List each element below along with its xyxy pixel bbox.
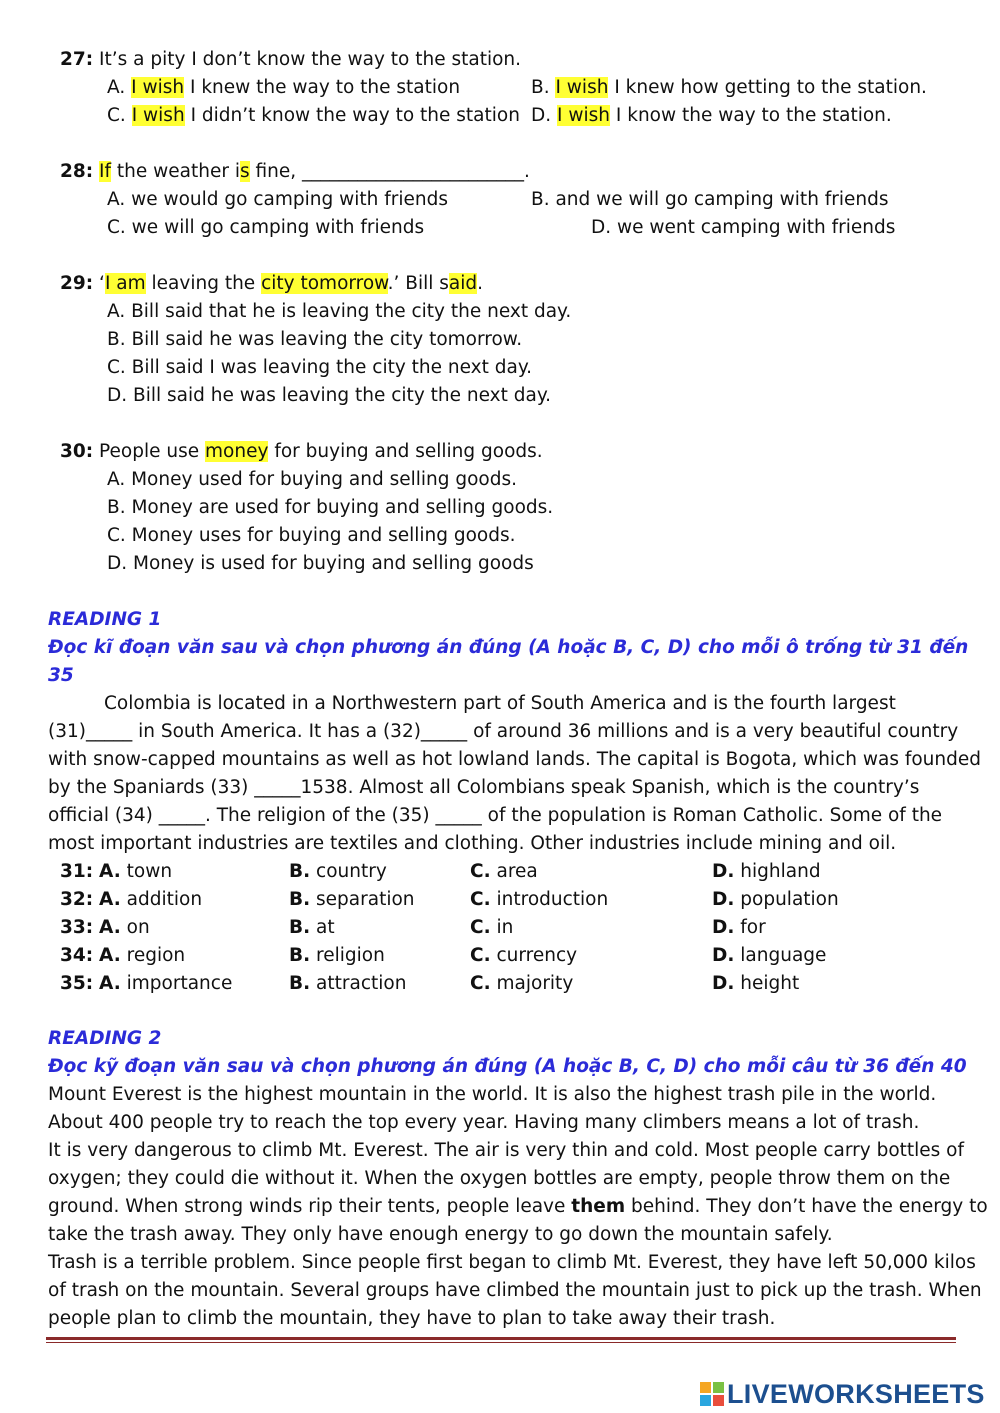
reading1-option-b: B. at <box>289 917 335 938</box>
reading1-option-d: D. language <box>712 945 827 966</box>
reading2-title: READING 2 <box>48 1028 162 1049</box>
reading1-option-b: B. country <box>289 861 387 882</box>
q30-option-a: A. Money used for buying and selling goods. <box>107 469 518 490</box>
reading1-instruction: Đọc kĩ đoạn văn sau và chọn phương án đúng (A hoặc B, C, D) cho mỗi ô trống từ 31 đến <box>48 637 969 658</box>
reading1-option-c: C. majority <box>470 973 574 994</box>
liveworksheets-logo[interactable] <box>700 1378 985 1410</box>
reading1-option-row: 33: A. on <box>60 917 150 938</box>
q28-option-a: A. we would go camping with friends <box>107 189 449 210</box>
q30-stem: 30: People use money for buying and selling goods. <box>60 441 543 462</box>
option-a-text: region <box>126 945 186 966</box>
reading1-option-c: C. in <box>470 917 514 938</box>
reading1-passage-line: official (34) _____. The religion of the (35) _____ of the population is Roman Catholic. Some of the <box>48 805 943 826</box>
q27-option-d: D. I wish I know the way to the station. <box>531 105 892 126</box>
reading1-option-b: B. religion <box>289 945 385 966</box>
reading1-passage-line: with snow-capped mountains as well as hot lowland lands. The capital is Bogota, which was founded <box>48 749 981 770</box>
q28-option-b: B. and we will go camping with friends <box>531 189 889 210</box>
option-a-text: addition <box>126 889 203 910</box>
q30-option-b: B. Money are used for buying and selling goods. <box>107 497 554 518</box>
reading1-option-c: C. introduction <box>470 889 609 910</box>
q30-option-d: D. Money is used for buying and selling goods <box>107 553 534 574</box>
option-a-text: town <box>126 861 173 882</box>
reading1-option-b: B. separation <box>289 889 415 910</box>
reading1-option-b: B. attraction <box>289 973 407 994</box>
reading2-passage-line: ground. When strong winds rip their tents, people leave them behind. They don’t have the energy to <box>48 1196 988 1217</box>
reading2-passage-line: oxygen; they could die without it. When the oxygen bottles are empty, people throw them on the <box>48 1168 951 1189</box>
reading1-title: READING 1 <box>48 609 162 630</box>
reading2-passage-line: Trash is a terrible problem. Since people first began to climb Mt. Everest, they have left 50,000 kilos <box>48 1252 976 1273</box>
reading1-option-row: 35: A. importance <box>60 973 233 994</box>
q27-option-b: B. I wish I knew how getting to the station. <box>531 77 927 98</box>
bold-word-them: them <box>571 1196 626 1217</box>
q29-stem: 29: ‘I am leaving the city tomorrow.’ Bill said. <box>60 273 484 294</box>
reading1-option-d: D. highland <box>712 861 821 882</box>
reading2-passage-line: people plan to climb the mountain, they have to plan to take away their trash. <box>48 1308 776 1329</box>
q28-option-c: C. we will go camping with friends <box>107 217 425 238</box>
footer-rule-thin <box>46 1342 956 1343</box>
q28-stem: 28: If the weather is fine, ________________________. <box>60 161 530 182</box>
reading1-passage-line: by the Spaniards (33) _____1538. Almost all Colombians speak Spanish, which is the country’s <box>48 777 920 798</box>
reading1-option-c: C. area <box>470 861 538 882</box>
reading2-instruction: Đọc kỹ đoạn văn sau và chọn phương án đúng (A hoặc B, C, D) cho mỗi câu từ 36 đến 40 <box>48 1056 967 1077</box>
logo-text: LIVEWORKSHEETS <box>727 1378 985 1409</box>
q29-option-a: A. Bill said that he is leaving the city the next day. <box>107 301 572 322</box>
logo-mark-icon <box>700 1382 724 1406</box>
q27-option-c: C. I wish I didn’t know the way to the station <box>107 105 520 126</box>
q27-stem: 27: It’s a pity I don’t know the way to the station. <box>60 49 522 70</box>
q28-option-d: D. we went camping with friends <box>591 217 896 238</box>
reading1-option-row: 32: A. addition <box>60 889 203 910</box>
q29-option-d: D. Bill said he was leaving the city the next day. <box>107 385 552 406</box>
footer-rule <box>46 1337 956 1340</box>
q27-option-a: A. I wish I knew the way to the station <box>107 77 461 98</box>
reading1-option-d: D. population <box>712 889 839 910</box>
reading2-passage-line: take the trash away. They only have enough energy to go down the mountain safely. <box>48 1224 833 1245</box>
reading2-passage-line: About 400 people try to reach the top every year. Having many climbers means a lot of trash. <box>48 1112 920 1133</box>
option-a-text: importance <box>126 973 233 994</box>
reading1-option-d: D. for <box>712 917 766 938</box>
reading1-option-d: D. height <box>712 973 800 994</box>
reading1-option-row: 34: A. region <box>60 945 186 966</box>
reading2-passage-line: of trash on the mountain. Several groups have climbed the mountain just to pick up the trash. When <box>48 1280 982 1301</box>
q29-option-c: C. Bill said I was leaving the city the next day. <box>107 357 533 378</box>
reading1-passage-line: most important industries are textiles and clothing. Other industries include mining and oil. <box>48 833 897 854</box>
q29-option-b: B. Bill said he was leaving the city tomorrow. <box>107 329 523 350</box>
reading1-option-c: C. currency <box>470 945 578 966</box>
reading1-passage-line: Colombia is located in a Northwestern part of South America and is the fourth largest <box>104 693 896 714</box>
option-a-text: on <box>126 917 150 938</box>
reading1-passage-line: (31)_____ in South America. It has a (32)_____ of around 36 millions and is a very beautiful country <box>48 721 959 742</box>
reading1-instruction-cont: 35 <box>48 665 74 686</box>
reading2-passage-line: Mount Everest is the highest mountain in the world. It is also the highest trash pile in the world. <box>48 1084 937 1105</box>
reading1-option-row: 31: A. town <box>60 861 173 882</box>
q30-option-c: C. Money uses for buying and selling goods. <box>107 525 516 546</box>
reading2-passage-line: It is very dangerous to climb Mt. Everest. The air is very thin and cold. Most people carry bottles of <box>48 1140 965 1161</box>
